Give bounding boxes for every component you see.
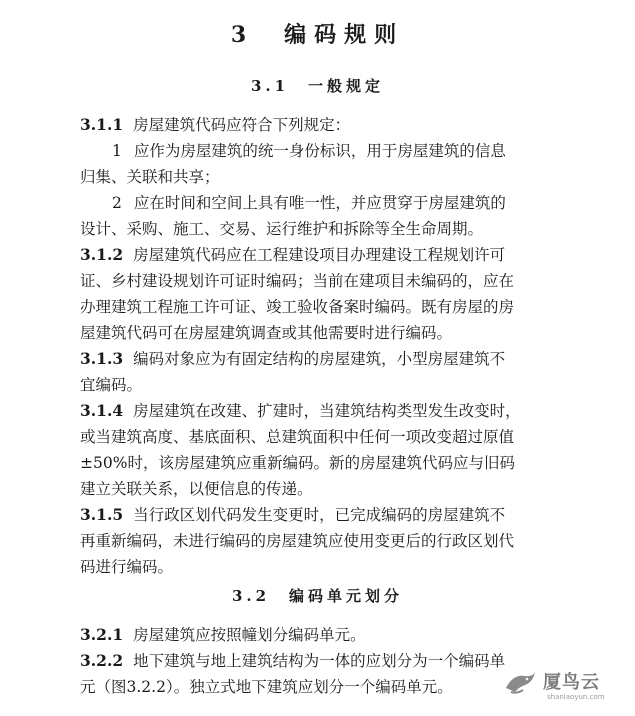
clause-3-1-2 [80,244,560,266]
watermark [503,666,621,706]
clause-3-1-3 [80,348,560,370]
text-line: 屋建筑代码可在房屋建筑调查或其他需要时进行编码。 [80,324,453,342]
clause-text: 地下建筑与地上建筑结构为一体的应划分为一个编码单 [133,652,506,670]
chapter-title: 3 编码规则 [230,22,405,48]
clause-number: 3.1.4 [80,401,124,420]
section-title-3-1: 3.1 一般规定 [250,77,385,95]
clause-3-1-1-item-1 [112,140,560,162]
text-line: 设计、采购、施工、交易、运行维护和拆除等全生命周期。 [80,220,484,238]
clause-3-2-2 [80,650,560,672]
clause-3-1-1-item-2 [112,192,560,214]
watermark-brand: 厦鸟云 [543,672,600,693]
clause-text: 当行政区划代码发生变更时，已完成编码的房屋建筑不 [133,506,506,524]
clause-number: 3.1.3 [80,349,124,368]
clause-text: 房屋建筑代码应在工程建设项目办理建设工程规划许可 [133,246,506,264]
text-line: 码进行编码。 [80,558,174,576]
clause-text: 编码对象应为有固定结构的房屋建筑，小型房屋建筑不 [133,350,506,368]
text-line: 证、乡村建设规划许可证时编码；当前在建项目未编码的，应在 [80,272,515,290]
clause-number: 3.1.1 [80,115,124,134]
watermark-url: shaniaoyun.com [547,693,605,701]
text-line: 再重新编码，未进行编码的房屋建筑应使用变更后的行政区划代 [80,532,515,550]
clause-3-1-4 [80,400,560,422]
clause-3-1-5 [80,504,560,526]
item-number: 1 [112,142,122,160]
text-line: 或当建筑高度、基底面积、总建筑面积中任何一项改变超过原值 [80,428,515,446]
clause-number: 3.2.1 [80,625,124,644]
bird-logo-icon [503,668,537,698]
clause-text: 房屋建筑在改建、扩建时，当建筑结构类型发生改变时， [133,402,521,420]
clause-number: 3.1.2 [80,245,124,264]
text-line: 宜编码。 [80,376,143,394]
item-text: 应作为房屋建筑的统一身份标识，用于房屋建筑的信息 [133,142,506,160]
clause-text: 房屋建筑代码应符合下列规定： [133,116,351,134]
clause-text: 房屋建筑应按照幢划分编码单元。 [133,626,366,644]
item-number: 2 [112,194,122,212]
text-line: 归集、关联和共享； [80,168,220,186]
clause-number: 3.1.5 [80,505,124,524]
clause-number: 3.2.2 [80,651,124,670]
text-line: 办理建筑工程施工许可证、竣工验收备案时编码。既有房屋的房 [80,298,515,316]
clause-3-1-1 [80,114,560,136]
section-title-3-2: 3.2 编码单元划分 [231,587,404,605]
text-line: 建立关联关系，以便信息的传递。 [80,480,313,498]
clause-3-2-1 [80,624,560,646]
text-line: ±50%时，该房屋建筑应重新编码。新的房屋建筑代码应与旧码 [80,454,515,472]
text-line: 元（图3.2.2）。独立式地下建筑应划分一个编码单元。 [80,678,453,696]
item-text: 应在时间和空间上具有唯一性，并应贯穿于房屋建筑的 [133,194,506,212]
